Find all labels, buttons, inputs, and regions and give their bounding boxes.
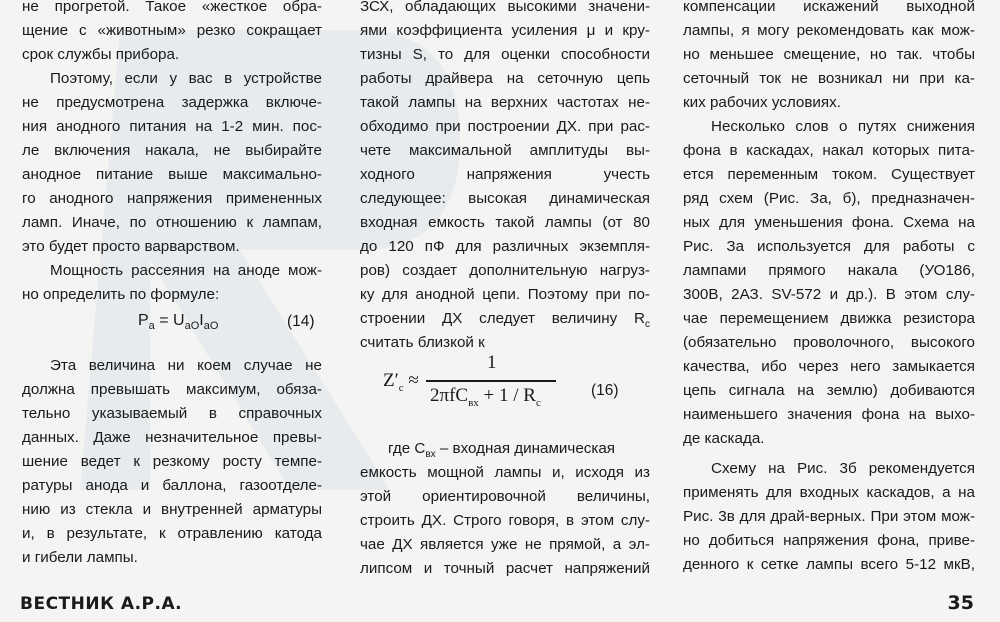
text-line: строении ДХ следует величину $R_c$ (360, 310, 650, 331)
text-line: работы драйвера на сеточную цепь (360, 70, 650, 87)
text-line: липсом и точный расчет напряжений (360, 560, 650, 577)
text-line: качества, ибо через него замыкается (683, 358, 975, 375)
text-line: Рис. 3в для драй-верных. При этом мож- (683, 508, 975, 525)
text-line: такой лампы на верхних частотах не- (360, 94, 650, 111)
text-line: го анодного напряжения примененных (22, 190, 322, 207)
text-line: тизны S, то для оценки способности (360, 46, 650, 63)
text-line: следующее: высокая динамическая (360, 190, 650, 207)
text-line: ния анодного питания на 1-2 мин. пос- (22, 118, 322, 135)
text-line: ламп. Иначе, по отношению к лампам, (22, 214, 322, 231)
text-line: компенсации искажений выходной (683, 0, 975, 15)
text-line: емкость мощной лампы и, исходя из (360, 464, 650, 481)
formula-16-number: (16) (591, 382, 619, 399)
text-line: лампами прямого накала (УО186, (683, 262, 975, 279)
text-line: и, в результате, к отравлению катода (22, 525, 322, 542)
formula-14-number: (14) (287, 313, 315, 330)
text-line: должна превышать максимум, обяза- (22, 381, 322, 398)
text-line: (обязательно проволочного, высокого (683, 334, 975, 351)
text-line: ряд схем (Рис. За, б), предназначен- (683, 190, 975, 207)
text-line: шение ведет к резкому росту темпе- (22, 453, 322, 470)
text-line: 300В, 2АЗ. SV-572 и др.). В этом слу- (683, 286, 975, 303)
text-line: наименьшего значения фона на выхо- (683, 406, 975, 423)
text-line: Эта величина ни коем случае не (50, 357, 322, 374)
text-line: сеточный ток не возникал ни при ка- (683, 70, 975, 87)
text-line: чете максимальной амплитуды вы- (360, 142, 650, 159)
text-line: чае ДХ является уже не прямой, а эл- (360, 536, 650, 553)
text-line: строить ДХ. Строго говоря, в этом слу- (360, 512, 650, 529)
text-line: Несколько слов о путях снижения (711, 118, 975, 135)
text-line: и гибели лампы. (22, 549, 138, 566)
text-line: тельно указываемый в справочных (22, 405, 322, 422)
text-line: ЗСХ, обладающих высокими значени- (360, 0, 650, 15)
formula-16-numerator: 1 (487, 352, 497, 373)
text-line: фона в каскадах, накал которых пита- (683, 142, 975, 159)
text-line: ких рабочих условиях. (683, 94, 841, 111)
text-line: щение с «животным» резко сокращает (22, 22, 322, 39)
text-line: цепь сигнала на землю) добиваются (683, 382, 975, 399)
formula-14: $P_a = U_{aO}I_{aO}$ (138, 312, 219, 333)
text-line: анодное питание выше максимально- (22, 166, 322, 183)
journal-title: ВЕСТНИК А.Р.А. (20, 594, 183, 614)
text-line: не прогретой. Такое «жесткое обра- (22, 0, 322, 15)
text-line: ратуры анода и баллона, газоотделе- (22, 477, 322, 494)
text-line: но добиться напряжения фона, приве- (683, 532, 975, 549)
text-line: ле включения накала, не выбирайте (22, 142, 322, 159)
text-line: но определить по формуле: (22, 286, 220, 303)
text-line: ров) создает дополнительную нагруз- (360, 262, 650, 279)
text-line: чае перемещением движка резистора (683, 310, 975, 327)
text-line: денного к сетке лампы всего 5-12 мкВ, (683, 556, 975, 573)
text-line: де каскада. (683, 430, 765, 447)
text-line: обходимо при построении ДХ. при рас- (360, 118, 650, 135)
text-line: ных для уменьшения фона. Схема на (683, 214, 975, 231)
text-line: это будет просто варварством. (22, 238, 240, 255)
formula-16-denominator: $2\pi fC_{вх} + 1 / R_c$ (430, 385, 541, 409)
text-line: лампы, я могу рекомендовать как мож- (683, 22, 975, 39)
text-line: до 120 пФ для различных экземпля- (360, 238, 650, 255)
text-line: Схему на Рис. 3б рекомендуется (711, 460, 975, 477)
text-line: этой ориентировочной величины, (360, 488, 650, 505)
text-line: Мощность рассеяния на аноде мож- (50, 262, 322, 279)
text-line: Поэтому, если у вас в устройстве (50, 70, 322, 87)
fraction-bar (426, 380, 556, 382)
text-line: Рис. За используется для работы с (683, 238, 975, 255)
text-line: но меньшее смещение, но так. чтобы (683, 46, 975, 63)
text-line: срок службы прибора. (22, 46, 180, 63)
text-line: ходного напряжения учесть (360, 166, 650, 183)
formula-16-lhs: $Z'_c$ ≈ (383, 370, 419, 394)
text-line: где $С_{вх}$ – входная динамическая (388, 440, 616, 461)
text-line: применять для входных каскадов, а на (683, 484, 975, 501)
text-line: считать близкой к (360, 334, 485, 351)
text-line: входная емкость такой лампы (от 80 (360, 214, 650, 231)
page-number: 35 (947, 592, 974, 614)
text-line: нию из стекла и внутренней арматуры (22, 501, 322, 518)
text-line: ями коэффициента усиления μ и кру- (360, 22, 650, 39)
text-line: ется переменным током. Существует (683, 166, 975, 183)
text-line: данных. Даже незначительное превы- (22, 429, 322, 446)
text-line: ку для анодной цепи. Поэтому при по- (360, 286, 650, 303)
text-line: не предусмотрена задержка включе- (22, 94, 322, 111)
